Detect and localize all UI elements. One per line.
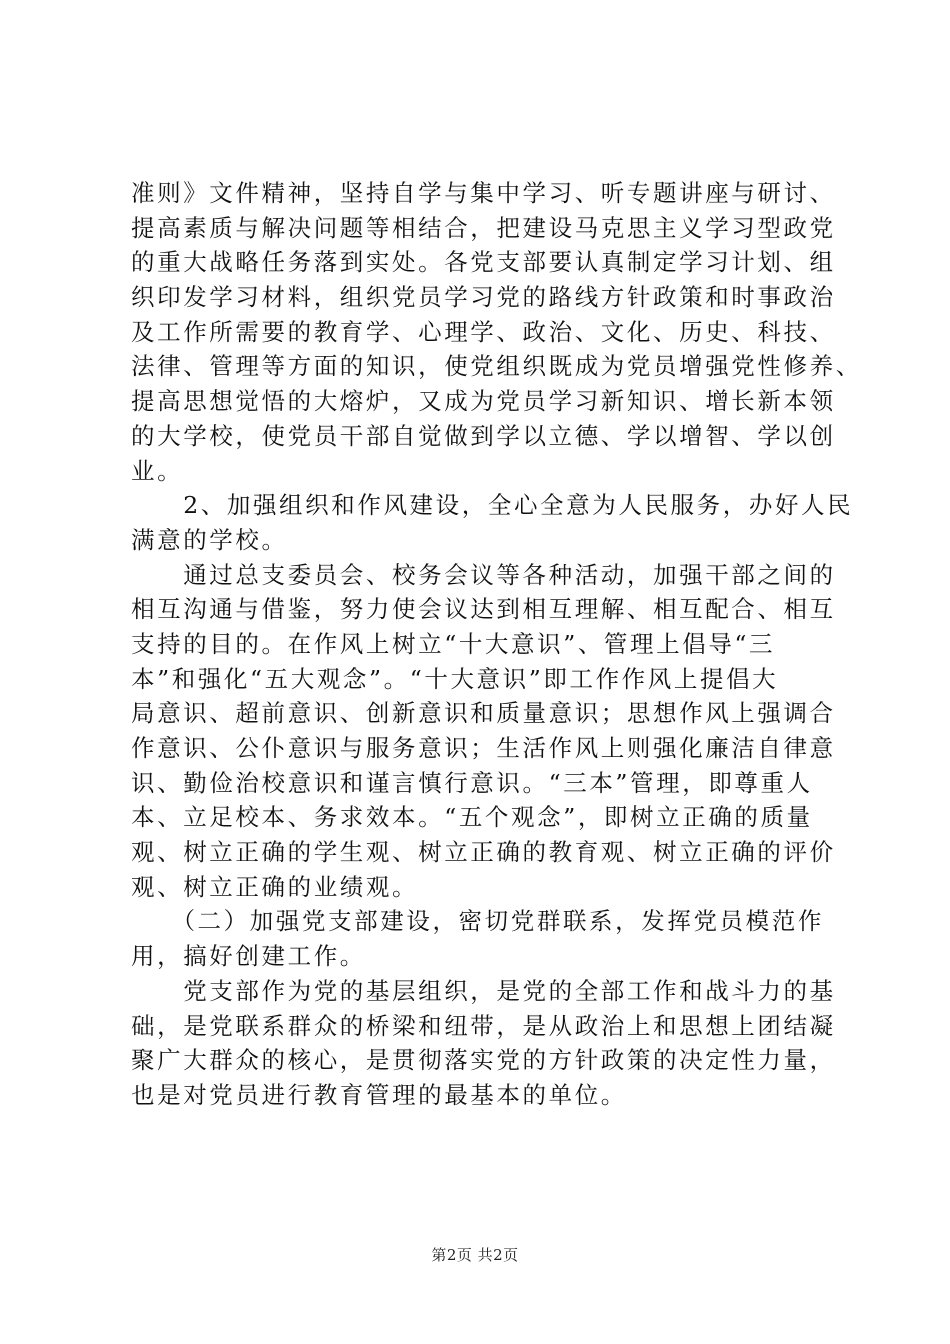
body-line-4: 织印发学习材料，组织党员学习党的路线方针政策和时事政治 [131,283,836,312]
body-line-16: 局意识、超前意识、创新意识和质量意识；思想作风上强调合 [131,699,836,728]
body-line-1: 准则》文件精神，坚持自学与集中学习、听专题讲座与研讨、 [131,179,836,207]
body-line-12: 通过总支委员会、校务会议等各种活动，加强干部之间的 [131,560,836,589]
body-line-5: 及工作所需要的教育学、心理学、政治、文化、历史、科技、 [131,317,836,346]
body-line-2: 提高素质与解决问题等相结合，把建设马克思主义学习型政党 [131,213,836,242]
section-heading-2-cont: 满意的学校。 [131,525,288,554]
body-line-13: 相互沟通与借鉴，努力使会议达到相互理解、相互配合、相互 [131,595,836,624]
body-line-3: 的重大战略任务落到实处。各党支部要认真制定学习计划、组 [131,248,836,277]
body-line-7: 提高思想觉悟的大熔炉，又成为党员学习新知识、增长新本领 [131,387,836,416]
body-line-18: 识、勤俭治校意识和谨言慎行意识。“三本”管理，即尊重人 [131,768,813,797]
body-line-15: 本”和强化“五大观念”。“十大意识”即工作作风上提倡大 [131,664,779,693]
body-line-9: 业。 [131,456,184,485]
body-line-19: 本、立足校本、务求效本。“五个观念”，即树立正确的质量 [131,803,813,832]
body-line-27: 也是对党员进行教育管理的最基本的单位。 [131,1080,627,1109]
body-line-25: 础，是党联系群众的桥梁和纽带，是从政治上和思想上团结凝 [131,1011,836,1040]
body-line-8: 的大学校，使党员干部自觉做到学以立德、学以增智、学以创 [131,421,836,450]
body-line-26: 聚广大群众的核心，是贯彻落实党的方针政策的决定性力量， [131,1046,836,1075]
section-heading-er-cont: 用，搞好创建工作。 [131,942,366,971]
document-body [131,176,862,1113]
body-line-14: 支持的目的。在作风上树立“十大意识”、管理上倡导“三 [131,629,776,658]
body-line-17: 作意识、公仆意识与服务意识；生活作风上则强化廉洁自律意 [131,734,836,762]
body-line-21: 观、树立正确的业绩观。 [131,872,419,901]
section-heading-er: （二）加强党支部建设，密切党群联系，发挥党员模范作 [131,907,824,936]
body-line-24: 党支部作为党的基层组织，是党的全部工作和战斗力的基 [131,976,836,1005]
section-heading-2: 2、加强组织和作风建设，全心全意为人民服务，办好人民 [131,491,854,520]
body-line-20: 观、树立正确的学生观、树立正确的教育观、树立正确的评价 [131,838,836,867]
body-line-6: 法律、管理等方面的知识，使党组织既成为党员增强党性修养、 [131,352,862,381]
page-number-footer: 第2页 共2页 [431,1246,519,1264]
